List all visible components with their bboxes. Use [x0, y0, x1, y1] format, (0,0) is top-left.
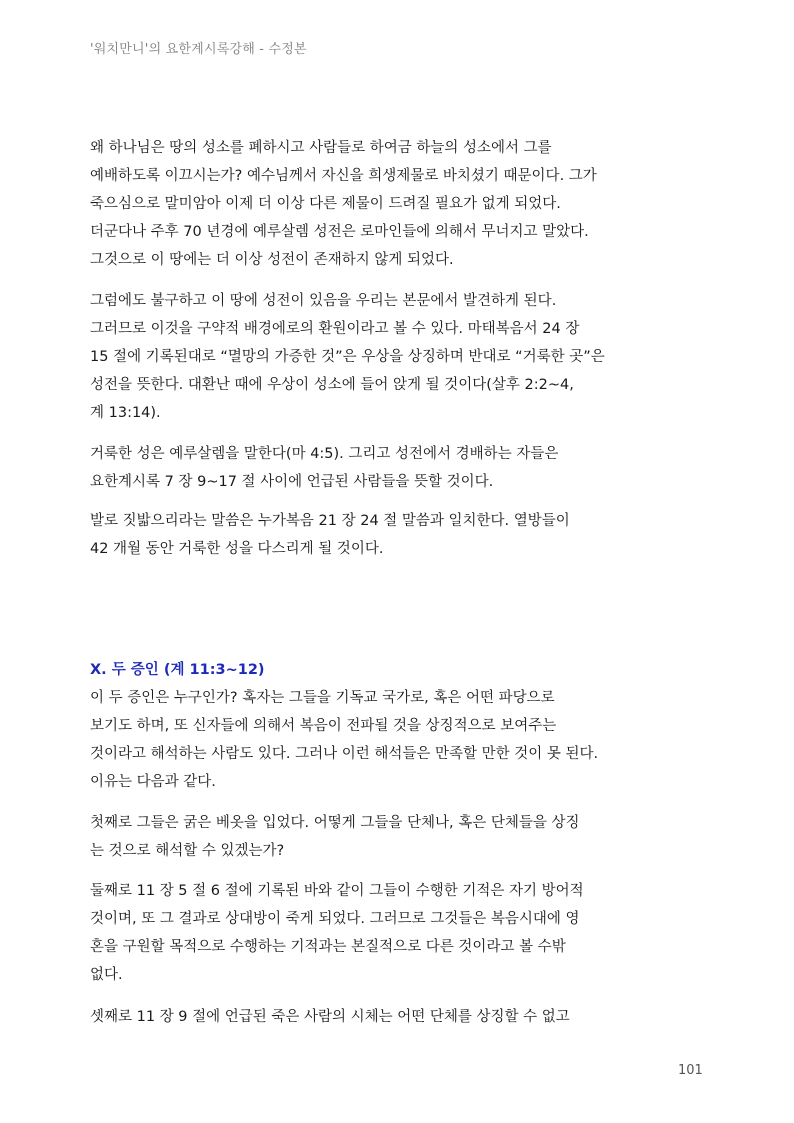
paragraph-line: 그것으로 이 땅에는 더 이상 성전이 존재하지 않게 되었다.	[90, 252, 454, 268]
paragraph-line: 거룩한 성은 예루살렘을 말한다(마 4:5). 그리고 성전에서 경배하는 자들은	[90, 446, 559, 462]
paragraph-line: 그럼에도 불구하고 이 땅에 성전이 있음을 우리는 본문에서 발견하게 된다.	[90, 293, 557, 309]
paragraph-line: 는 것으로 해석할 수 있겠는가?	[90, 843, 285, 859]
paragraph-line: 첫째로 그들은 굵은 베옷을 입었다. 어떻게 그들을 단체나, 혹은 단체들을 상징	[90, 815, 580, 831]
paragraph-line: 보기도 하며, 또 신자들에 의해서 복음이 전파될 것을 상징적으로 보여주는	[90, 718, 557, 734]
paragraph-1	[90, 134, 710, 274]
paragraph-line: 셋째로 11 장 9 절에 언급된 죽은 사람의 시체는 어떤 단체를 상징할 수 없고	[90, 1009, 570, 1025]
paragraph-4	[90, 507, 710, 563]
paragraph-line: 왜 하나님은 땅의 성소를 폐하시고 사람들로 하여금 하늘의 성소에서 그를	[90, 140, 552, 156]
paragraph-line: 예배하도록 이끄시는가? 예수님께서 자신을 희생제물로 바치셨기 때문이다. 그가	[90, 168, 597, 184]
paragraph-line: 둘째로 11 장 5 절 6 절에 기록된 바와 같이 그들이 수행한 기적은 자기 방어적	[90, 883, 584, 899]
paragraph-line: 더군다나 주후 70 년경에 예루살렘 성전은 로마인들에 의해서 무너지고 말았다.	[90, 224, 589, 240]
paragraph-line: 계 13:14).	[90, 405, 161, 421]
paragraph-line: 성전을 뜻한다. 대환난 때에 우상이 성소에 들어 앉게 될 것이다(살후 2:2~4,	[90, 377, 574, 393]
page-number: 101	[678, 1063, 703, 1078]
paragraph-3	[90, 440, 710, 496]
paragraph-6	[90, 809, 710, 865]
paragraph-line: 요한계시록 7 장 9~17 절 사이에 언급된 사람들을 뜻할 것이다.	[90, 474, 494, 490]
paragraph-line: 그러므로 이것을 구약적 배경에로의 환원이라고 볼 수 있다. 마태복음서 24 장	[90, 321, 580, 337]
paragraph-8	[90, 1003, 710, 1031]
paragraph-line: 42 개월 동안 거룩한 성을 다스리게 될 것이다.	[90, 541, 384, 557]
section-heading: X. 두 증인 (계 11:3~12)	[90, 662, 265, 678]
paragraph-line: 혼을 구원할 목적으로 수행하는 기적과는 본질적으로 다른 것이라고 볼 수밖	[90, 939, 566, 955]
paragraph-line: 것이며, 또 그 결과로 상대방이 죽게 되었다. 그러므로 그것들은 복음시대에 영	[90, 911, 580, 927]
paragraph-2	[90, 287, 710, 427]
paragraph-line: 발로 짓밟으리라는 말씀은 누가복음 21 장 24 절 말씀과 일치한다. 열방들이	[90, 513, 570, 529]
paragraph-line: 것이라고 해석하는 사람도 있다. 그러나 이런 해석들은 만족할 만한 것이 못 된다.	[90, 746, 599, 762]
paragraph-line: 15 절에 기록된대로 “멸망의 가증한 것”은 우상을 상징하며 반대로 “거룩한 곳”은	[90, 349, 605, 365]
paragraph-5	[90, 684, 710, 796]
paragraph-line: 없다.	[90, 967, 123, 983]
paragraph-7	[90, 877, 710, 989]
paragraph-line: 이유는 다음과 같다.	[90, 774, 216, 790]
paragraph-line: 죽으심으로 말미암아 이제 더 이상 다른 제물이 드려질 필요가 없게 되었다.	[90, 196, 561, 212]
paragraph-line: 이 두 증인은 누구인가? 혹자는 그들을 기독교 국가로, 혹은 어떤 파당으로	[90, 690, 555, 706]
running-header: '워치만니'의 요한계시록강해 - 수정본	[90, 42, 307, 57]
